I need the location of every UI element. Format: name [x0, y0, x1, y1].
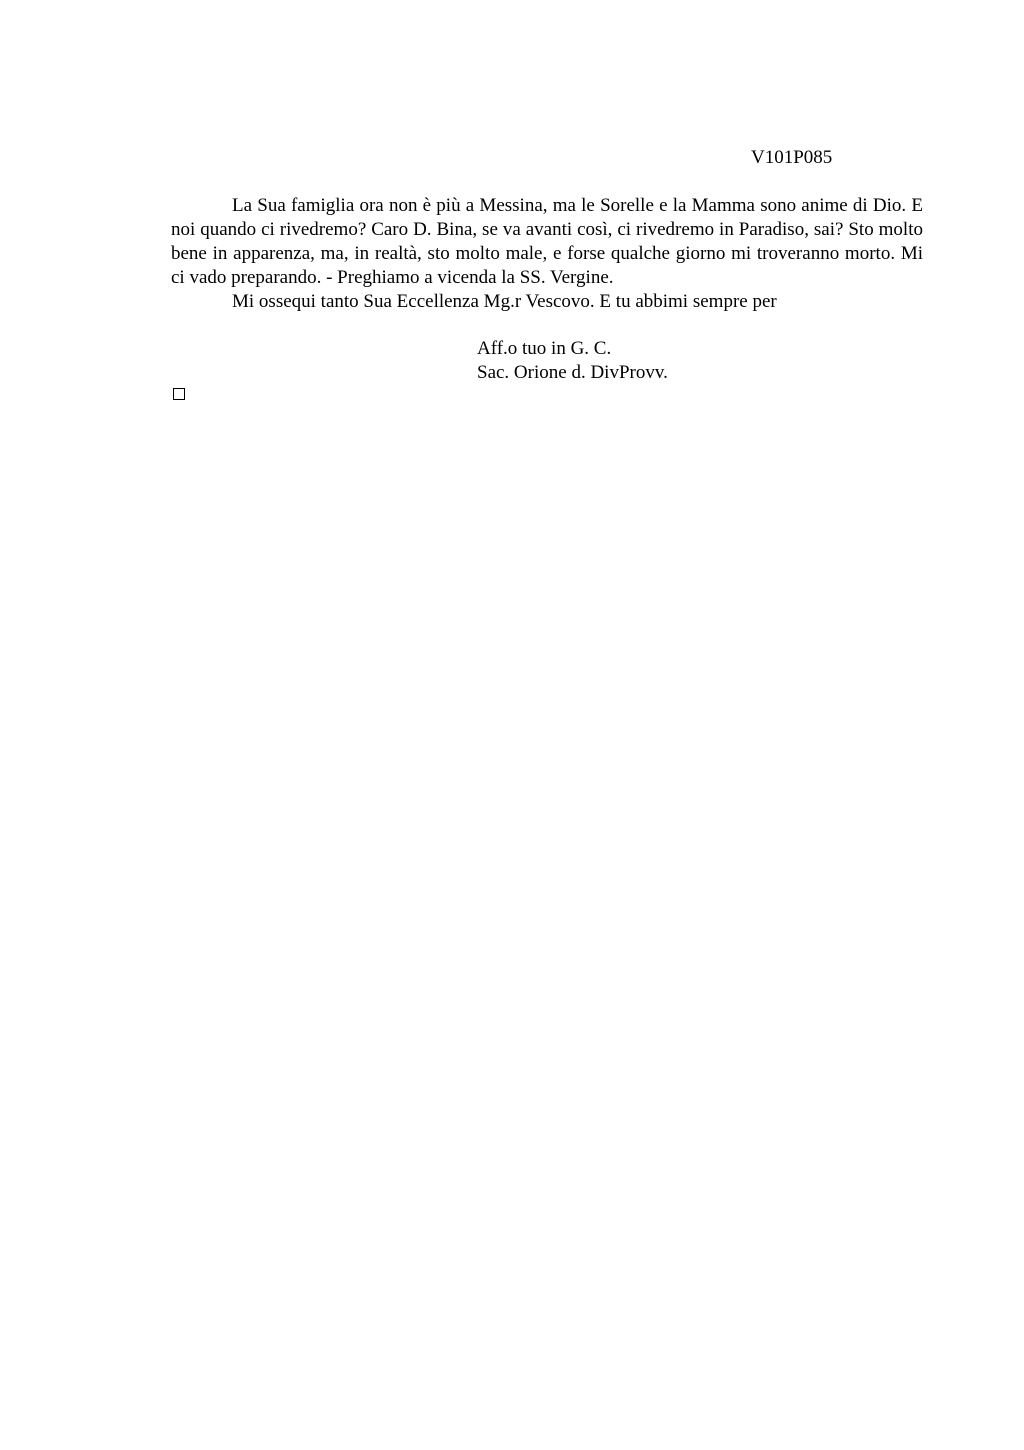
document-id: V101P085: [751, 147, 833, 168]
paragraph-1: La Sua famiglia ora non è più a Messina, ma le Sorelle e la Mamma sono anime di Dio. E noi quando ci rivedremo? Caro D. Bina, se va avanti così, ci rivedremo in Paradiso, sai? Sto molto bene in apparenza, ma, in realtà, sto molto male, e forse qualche giorno mi troveranno morto. Mi ci vado preparando. - Preghiamo a vicenda la SS. Vergine.: [171, 195, 923, 288]
paragraph-2: Mi ossequi tanto Sua Eccellenza Mg.r Vescovo. E tu abbimi sempre per: [232, 291, 777, 312]
empty-square-icon: [173, 388, 185, 400]
letter-body: [171, 194, 923, 314]
closing-signature: Sac. Orione d. DivProvv.: [477, 362, 668, 383]
letter-closing: [477, 337, 668, 385]
closing-salutation: Aff.o tuo in G. C.: [477, 338, 612, 359]
